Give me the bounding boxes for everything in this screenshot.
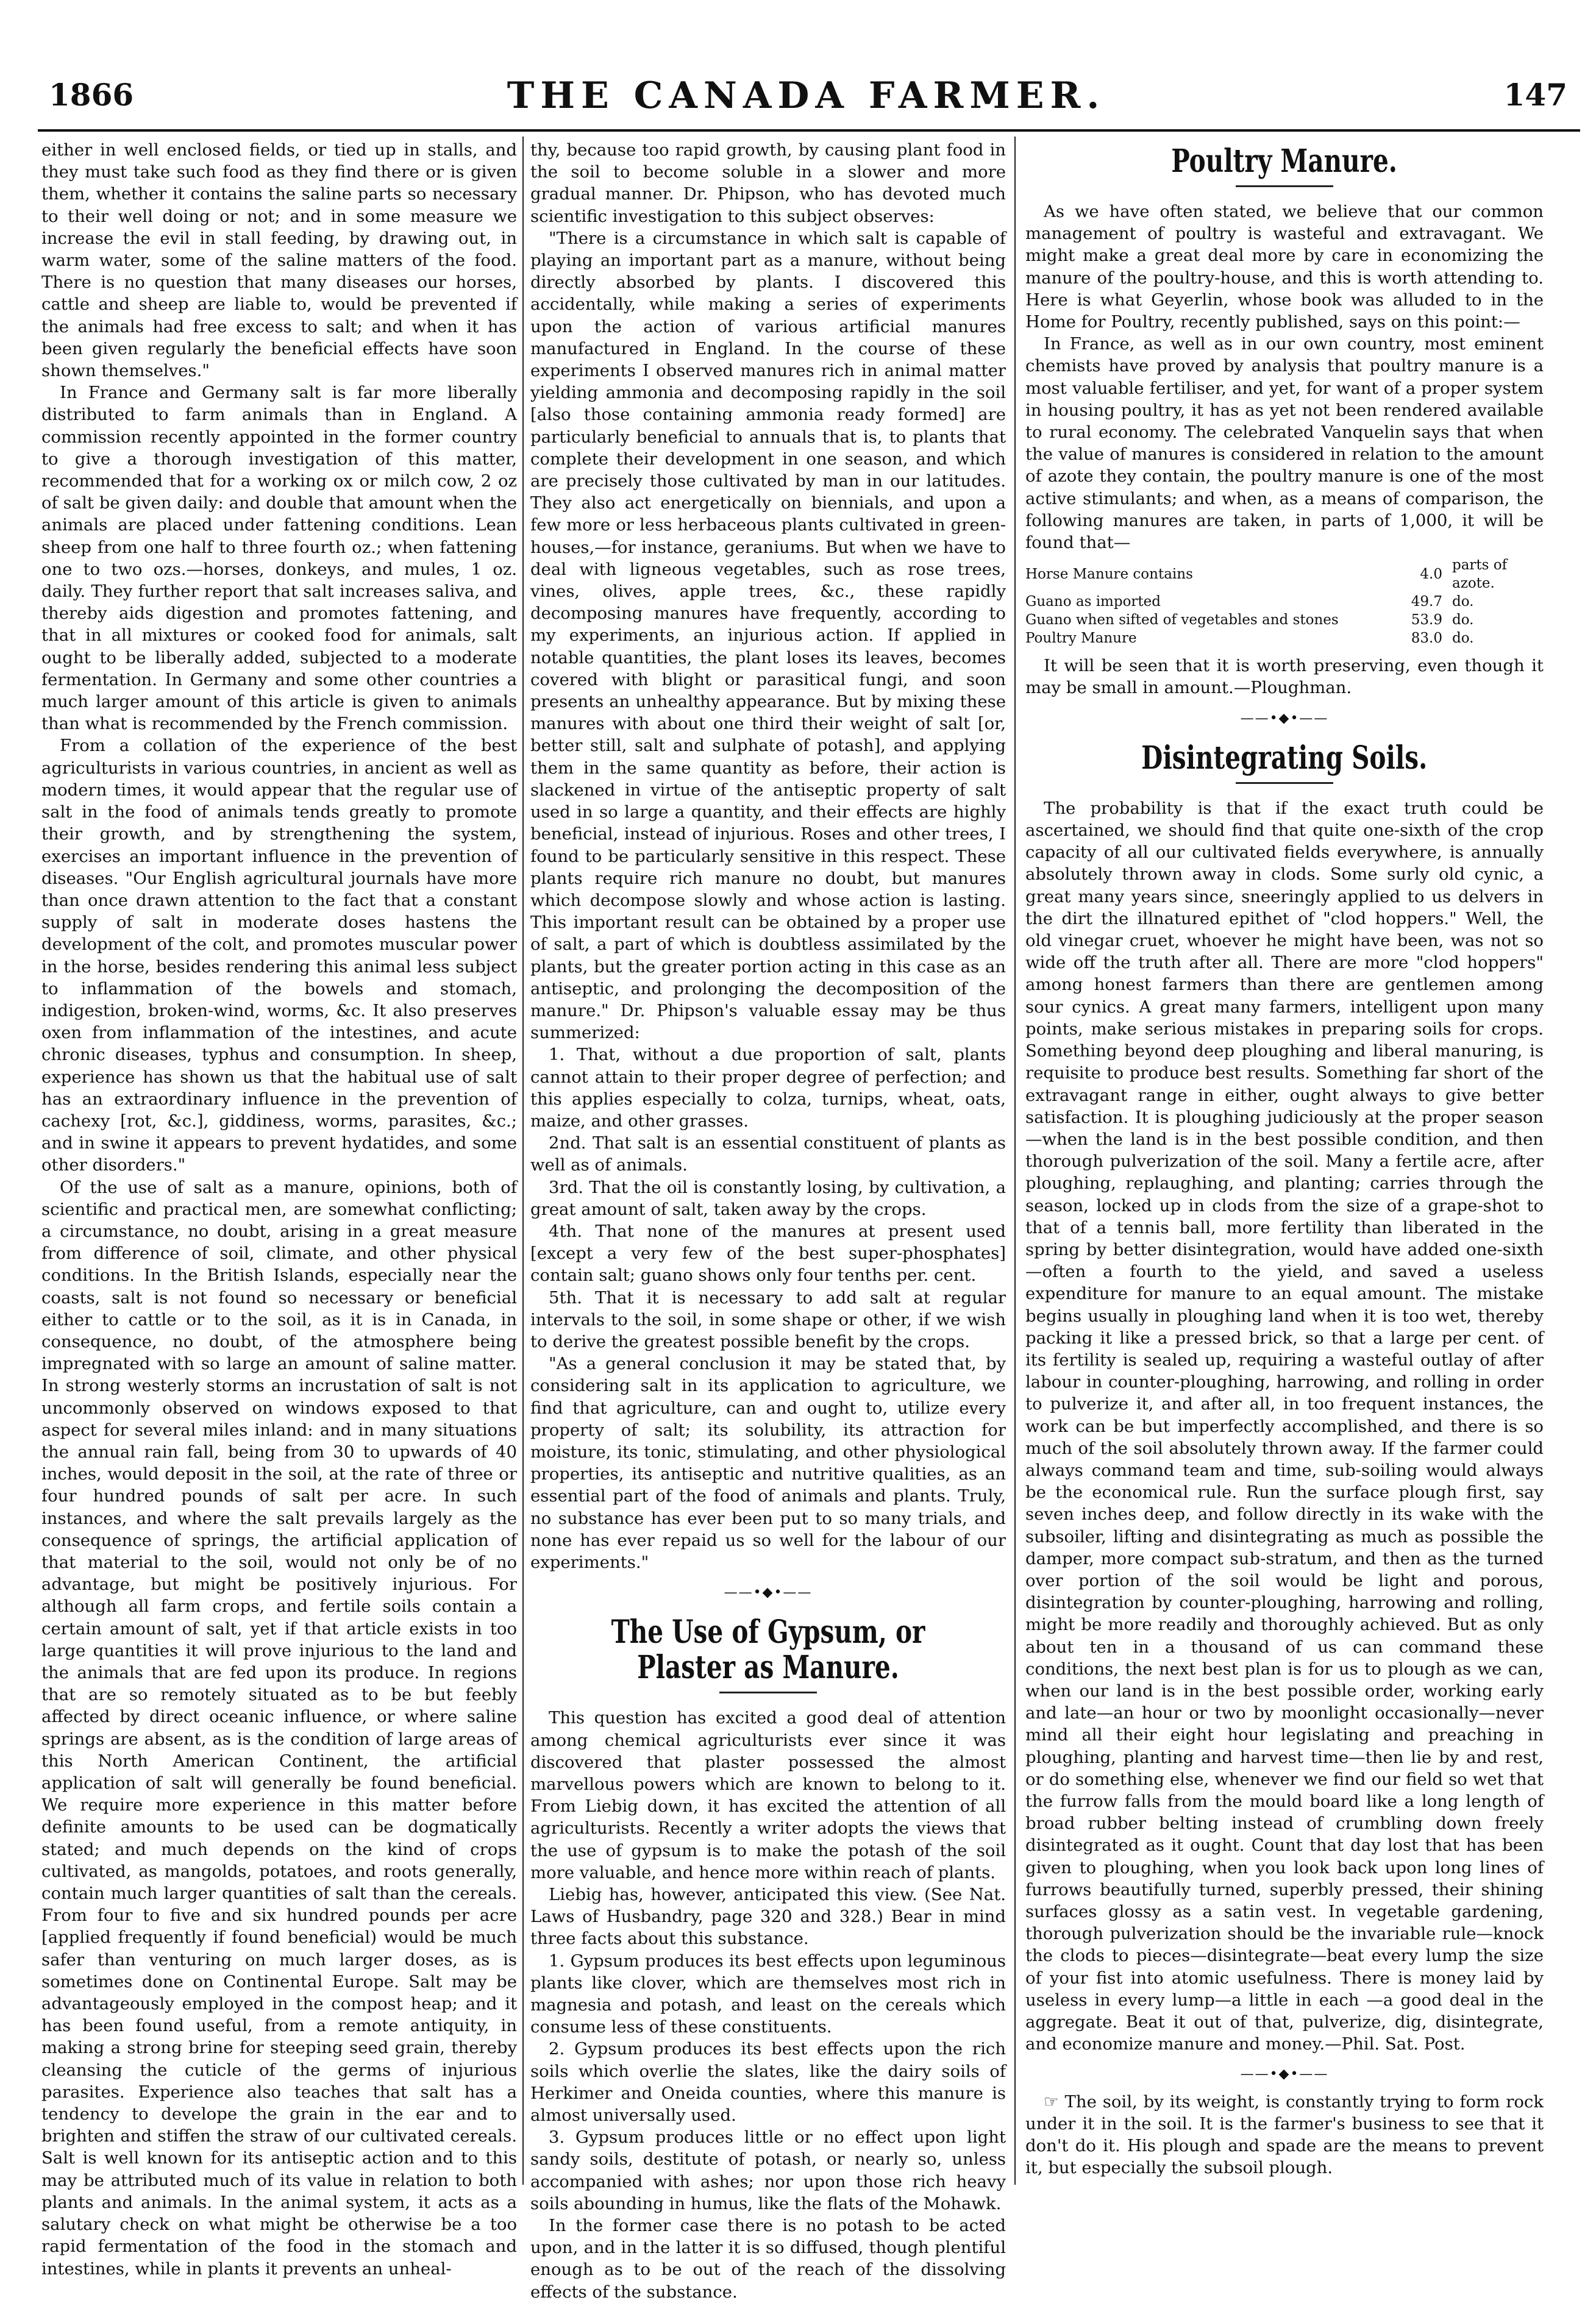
table-row bbox=[1025, 556, 1544, 593]
table-cell-unit: do. bbox=[1452, 630, 1474, 647]
heading-text: The Use of Gypsum, or Plaster as Manure. bbox=[611, 1614, 925, 1687]
numbered-point: 3rd. That the oil is constantly losing, by cultivation, a great amount of salt, taken away by the crops. bbox=[530, 1177, 1006, 1219]
paragraph: Liebig has, however, anticipated this view. (See Nat. Laws of Husbandry, page 320 and 328.) Bear in mind three facts about this substance. bbox=[530, 1885, 1006, 1949]
table-cell-label: Guano when sifted of vegetables and stones bbox=[1025, 612, 1339, 628]
table-cell-value: 53.9 bbox=[1411, 612, 1442, 628]
numbered-point: 5th. That it is necessary to add salt at regular intervals to the soil, in some shape or other, if we wish to derive the greatest possible benefit by the crops. bbox=[530, 1287, 1006, 1351]
column-3 bbox=[1025, 139, 1544, 2187]
page-header bbox=[37, 74, 1576, 126]
paragraph: As we have often stated, we believe that our common management of poultry is wasteful and extravagant. We might make a great deal more by care in economizing the manure of the poultry-house, and this is worth attending to. Here is what Geyerlin, whose book was alluded to in the Home for Poultry, recently published, says on this point:— bbox=[1025, 202, 1544, 332]
heading-rule bbox=[1236, 185, 1333, 187]
paragraph: This question has excited a good deal of attention among chemical agriculturists ever since it was discovered that plaster possessed the almost marvellous powers which are known to belong to it. From Liebig down, it has excited the attention of all agriculturists. Recently a writer adopts the views that the use of gypsum is to make the potash of the soil more valuable, and hence more within reach of plants. bbox=[530, 1708, 1006, 1882]
quoted-paragraph: "As a general conclusion it may be stated that, by considering salt in its application to agriculture, we find that agriculture, can and ought to, utilize every property of salt; its solubility, its attraction for moisture, its tonic, stimulating, and other physiological properties, its antiseptic and nutritive qualities, as an essential part of the food of animals and plants. Truly, no substance has ever been put to so many trials, and none has ever repaid us so well for the labour of our experiments." bbox=[530, 1354, 1006, 1572]
numbered-point: 2. Gypsum produces its best effects upon the rich soils which overlie the slates, like the dairy soils of Herkimer and Oneida counties, where this manure is almost universally used. bbox=[530, 2039, 1006, 2126]
table-cell-value: 49.7 bbox=[1411, 594, 1442, 610]
table-cell-unit: do. bbox=[1452, 612, 1474, 628]
numbered-point: 4th. That none of the manures at present used [except a very few of the best super-phosphates] contain salt; guano shows only four tenths per. cent. bbox=[530, 1221, 1006, 1286]
heading-text: Disintegrating Soils. bbox=[1141, 739, 1428, 777]
section-ornament: ——•◆•—— bbox=[724, 1585, 813, 1601]
azote-table bbox=[1025, 556, 1544, 647]
paragraph: In France and Germany salt is far more liberally distributed to farm animals than in England. A commission recently appointed in the former country to give a thorough investigation of this matter, recommended that for a working ox or milch cow, 2 oz of salt be given daily: and double that amount when the animals are placed under fattening conditions. Lean sheep from one half to three fourth oz.; when fattening one to two ozs.—horses, donkeys, and mules, 1 oz. daily. They further report that salt increases saliva, and thereby aids digestion and promotes fattening, and that in all mixtures or cooked food for animals, salt ought to be liberally added, subjected to a moderate fermentation. In Germany and some other countries a much larger amount of this article is given to animals than what is recommended by the French commission. bbox=[41, 383, 517, 734]
article-heading-soils bbox=[1025, 741, 1544, 776]
column-divider bbox=[1014, 137, 1016, 2185]
page-number: 147 bbox=[1503, 77, 1567, 113]
numbered-point: 1. Gypsum produces its best effects upon leguminous plants like clover, which are themselves most rich in magnesia and potash, and least on the cereals which consume less of these constituents. bbox=[530, 1951, 1006, 2037]
heading-text: Poultry Manure. bbox=[1171, 143, 1398, 180]
table-cell-label: Horse Manure contains bbox=[1025, 566, 1193, 583]
table-cell-label: Poultry Manure bbox=[1025, 630, 1137, 647]
column-2 bbox=[530, 139, 1006, 2302]
paragraph: In France, as well as in our own country, most eminent chemists have proved by analysis that poultry manure is a most valuable fertiliser, and yet, for want of a proper system in housing poultry, it has as yet not been rendered available to rural economy. The celebrated Vanquelin says that when the value of manures is considered in relation to the amount of azote they contain, the poultry manure is one of the most active stimulants; and when, as a means of comparison, the following manures are taken, in parts of 1,000, it will be found that— bbox=[1025, 334, 1544, 553]
numbered-point: 3. Gypsum produces little or no effect upon light sandy soils, destitute of potash, or nearly so, unless accompanied with ashes; nor upon those rich heavy soils abounding in humus, like the flats of the Mohawk. bbox=[530, 2127, 1006, 2213]
closing-note: ☞ The soil, by its weight, is constantly trying to form rock under it in the soil. It is the farmer's business to see that it don't do it. His plough and spade are the means to prevent it, but especially the subsoil plough. bbox=[1025, 2091, 1544, 2178]
article-heading-poultry bbox=[1025, 144, 1544, 179]
numbered-point: 1. That, without a due proportion of salt, plants cannot attain to their proper degree of perfection; and this applies especially to colza, turnips, wheat, oats, maize, and other grasses. bbox=[530, 1045, 1006, 1131]
header-rule bbox=[38, 129, 1580, 132]
section-ornament: ——•◆•—— bbox=[1240, 710, 1329, 726]
table-cell-value: 83.0 bbox=[1411, 630, 1442, 647]
numbered-point: 2nd. That salt is an essential constituent of plants as well as of animals. bbox=[530, 1133, 1006, 1175]
paragraph: Of the use of salt as a manure, opinions, both of scientific and practical men, are somewhat conflicting; a circumstance, no doubt, arising in a great measure from difference of soil, climate, and other physical conditions. In the British Islands, especially near the coasts, salt is not found so necessary or beneficial either to cattle or to the soil, as it is in Canada, in consequence, no doubt, of the atmosphere being impregnated with so large an amount of saline matter. In strong westerly storms an incrustation of salt is not uncommonly observed on windows exposed to that aspect for several miles inland: and in many situations the annual rain fall, being from 30 to upwards of 40 inches, would deposit in the soil, at the rate of three or four hundred pounds of salt per acre. In such instances, and where the salt prevails largely as the consequence of springs, the artificial application of that material to the soil, would not only be of no advantage, but might be positively injurious. For although all farm crops, and fertile soils contain a certain amount of salt, yet if that article exists in too large quantities it will prove injurious to the land and the animals that are fed upon its produce. In regions that are so remotely situated as to be but feebly affected by direct oceanic influence, or where saline springs are absent, as is the condition of large areas of this North American Continent, the artificial application of salt will generally be found beneficial. We require more experience in this matter before definite amounts to be used can be dogmatically stated; and much depends on the kind of crops cultivated, as mangolds, potatoes, and roots generally, contain much larger quantities of salt than the cereals. From four to five and six hundred pounds per acre [applied frequently if found beneficial) would be much safer than venturing on much larger doses, as is sometimes done on Continental Europe. Salt may be advantageously employed in the compost heap; and it has been found useful, from a remote antiquity, in making a strong brine for steeping seed grain, thereby cleansing the cuticle of the germs of injurious parasites. Experience also teaches that salt has a tendency to develope the grain in the ear and to brighten and stiffen the straw of our cultivated cereals. Salt is well known for its antiseptic action and to this may be attributed much of its value in relation to both plants and animals. In the animal system, it acts as a salutary check on what might be otherwise be a too rapid fermentation of the food in the stomach and intestines, while in plants it prevents an unheal- bbox=[41, 1177, 517, 2279]
table-row bbox=[1025, 629, 1544, 647]
table-row bbox=[1025, 593, 1544, 611]
article-heading-gypsum bbox=[530, 1615, 1006, 1685]
paragraph: The probability is that if the exact truth could be ascertained, we should find that quite one-sixth of the crop capacity of all our cultivated fields everywhere, is annually absolutely thrown away in clods. Some surly old cynic, a great many years since, sneeringly applied to us delvers in the dirt the illnatured epithet of "clod hoppers." Well, the old vinegar cruet, whoever he might have been, was not so wide off the truth after all. There are more "clod hoppers" among honest farmers than there are gentlemen among sour cynics. A great many farmers, intelligent upon many points, make serious mistakes in preparing soils for crops. Something beyond deep ploughing and liberal manuring, is requisite to produce best results. Something far short of the extravagant range in either, ought always to give better satisfaction. It is ploughing judiciously at the proper season—when the land is in the best possible condition, and then thorough pulverization of the soil. Many a fertile acre, after ploughing, replaughing, and planting; carries through the season, locked up in clods from the size of a grape-shot to that of a tennis ball, more fertility than liberated in the spring by better disintegration, would have added one-sixth—often a fourth to the yield, and saved a useless expenditure for manure to an equal amount. The mistake begins usually in ploughing land when it is too wet, thereby packing it like a pressed brick, so that a large per cent. of its fertility is sealed up, requiring a wasteful outlay of after labour in counter-ploughing, harrowing, and rolling in order to pulverize it, and after all, in too frequent instances, the work can be but imperfectly accomplished, and there is so much of the soil absolutely thrown away. If the farmer could always command team and time, sub-soiling would always be the economical rule. Run the surface plough first, say seven inches deep, and follow directly in its wake with the subsoiler, lifting and disintegrating as much as possible the damper, more compact sub-stratum, and then as the turned over portion of the soil would be light and porous, disintegration by counter-ploughing, harrowing and rolling, might be more readily and thoroughly achieved. But as only about ten in a thousand of us can command these conditions, the next best plan is for us to plough as we can, when our land is in the best possible order, working early and late—an hour or two by moonlight occasionally—never mind all their eight hour legislating and preaching in ploughing, planting and harvest time—then lie by and rest, or do something else, whenever we find our field so wet that the furrow falls from the mould board like a long length of broad rubber belting instead of crumbling down freely disintegrated as it ought. Count that day lost that has been given to ploughing, when you look back upon long lines of furrows beautifully turned, superbly pressed, their shining surfaces glossy as a satin vest. In vegetable gardening, thorough pulverization should be the invariable rule—knock the clods to pieces—disintegrate—beat every lump the size of your fist into atomic usefulness. There is money laid by useless in every lump—a little in each —a good deal in the aggregate. Beat it out of that, pulverize, dig, disintegrate, and economize manure and money.—Phil. Sat. Post. bbox=[1025, 798, 1544, 2054]
column-divider bbox=[522, 137, 524, 2185]
table-row bbox=[1025, 611, 1544, 629]
column-1 bbox=[41, 139, 517, 2279]
paragraph: It will be seen that it is worth preserving, even though it may be small in amount.—Ploughman. bbox=[1025, 656, 1544, 698]
section-ornament: ——•◆•—— bbox=[1240, 2066, 1329, 2082]
paragraph: From a collation of the experience of the best agriculturists in various countries, in ancient as well as modern times, it would appear that the regular use of salt in the food of animals tends greatly to promote their growth, and by strengthening the system, exercises an important influence in the prevention of diseases. "Our English agricultural journals have more than once drawn attention to the fact that a constant supply of salt in moderate doses hastens the development of the colt, and promotes muscular power in the horse, besides rendering this animal less subject to inflammation of the bowels and stomach, indigestion, broken-wind, worms, &c. It also preserves oxen from inflammation of the intestines, and acute chronic diseases, typhus and consumption. In sheep, experience has shown us that the habitual use of salt has an extraordinary influence in the prevention of cachexy [rot, &c.], giddiness, worms, parasites, &c.; and in swine it appears to prevent hydatides, and some other disorders." bbox=[41, 736, 517, 1175]
header-year: 1866 bbox=[49, 77, 134, 113]
heading-rule bbox=[1236, 782, 1333, 784]
paragraph: either in well enclosed fields, or tied up in stalls, and they must take such food as they find there or is given them, whether it contains the saline parts so necessary to their well doing or not; and in some measure we increase the evil in stall feeding, by drawing out, in warm water, some of the saline matters of the food. There is no question that many diseases our horses, cattle and sheep are liable to, would be prevented if the animals had free excess to salt; and when it has been given regularly the beneficial effects have soon shown themselves." bbox=[41, 140, 517, 381]
paragraph: In the former case there is no potash to be acted upon, and in the latter it is so diffused, though plentiful enough as to be out of the reach of the dissolving effects of the substance. bbox=[530, 2216, 1006, 2302]
table-cell-value: 4.0 bbox=[1420, 566, 1442, 583]
heading-rule bbox=[719, 1692, 817, 1693]
quoted-paragraph: "There is a circumstance in which salt is capable of playing an important part as a manure, without being directly absorbed by plants. I discovered this accidentally, while making a series of experiments upon the action of various artificial manures manufactured in England. In the course of these experiments I observed manures rich in animal matter yielding ammonia and decomposing rapidly in the soil [also those containing ammonia ready formed] are particularly beneficial to annuals that is, to plants that complete their development in one season, and which are precisely those cultivated by man in our latitudes. They also act energetically on biennials, and upon a few more or less herbaceous plants cultivated in green-houses,—for instance, geraniums. But when we have to deal with ligneous vegetables, such as rose trees, vines, olives, apple trees, &c., these rapidly decomposing manures have frequently, according to my experiments, an injurious action. If applied in notable quantities, the plant loses its leaves, becomes covered with blight or parasitical fungi, and soon presents an unhealthy appearance. But by mixing these manures with about one third their weight of salt [or, better still, salt and sulphate of potash], and applying them in the same quantity as before, their action is slackened in virtue of the antiseptic property of salt used in so large a quantity, and their effects are highly beneficial, instead of injurious. Roses and other trees, I found to be particularly sensitive in this respect. These plants require rich manure no doubt, but manures which decompose slowly and whose action is lasting. This important result can be obtained by a proper use of salt, a part of which is doubtless assimilated by the plants, but the greater portion acting in this case as an antiseptic, and prolonging the decomposition of the manure." Dr. Phipson's valuable essay may be thus summerized: bbox=[530, 228, 1006, 1043]
table-cell-label: Guano as imported bbox=[1025, 594, 1161, 610]
paragraph: thy, because too rapid growth, by causing plant food in the soil to become soluble in a slower and more gradual manner. Dr. Phipson, who has devoted much scientific investigation to this subject observes: bbox=[530, 140, 1006, 226]
table-cell-unit: do. bbox=[1452, 594, 1474, 610]
table-cell-unit: parts of azote. bbox=[1452, 557, 1508, 592]
masthead-title: THE CANADA FARMER. bbox=[507, 74, 1106, 117]
